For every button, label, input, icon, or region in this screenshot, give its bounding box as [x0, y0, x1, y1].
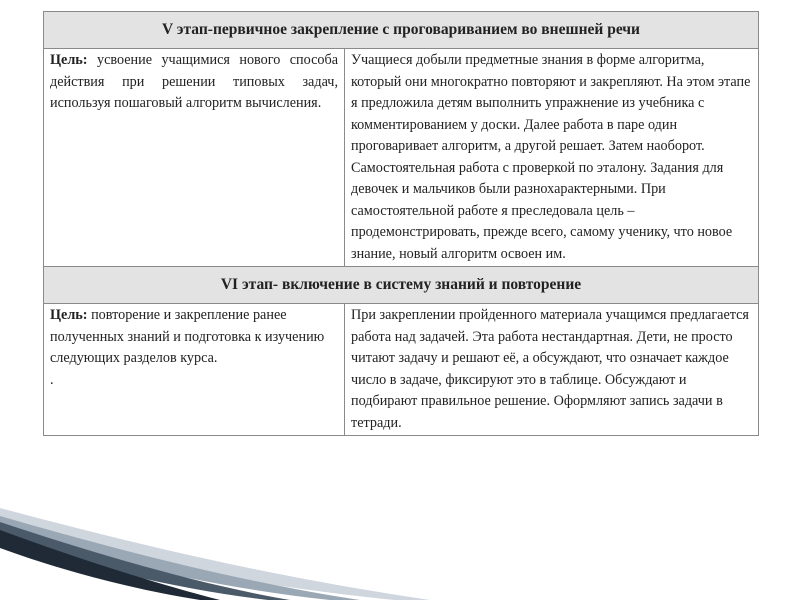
stage6-header: VI этап- включение в систему знаний и повторение	[44, 267, 759, 304]
stage5-description: Учащиеся добыли предметные знания в форме алгоритма, который они многократно повторяют и закрепляют. На этом этапе я предложила детям выполнить упражнение из учебника с комментированием у доски. Далее работа в паре один проговаривает алгоритм, а другой решает. Затем наоборот. Самостоятельная работа с проверкой по эталону. Задания для девочек и мальчиков были разнохарактерными. При самостоятельной работе я преследовала цель – продемонстрировать, прежде всего, самому ученику, что новое знание, новый алгоритм освоен им.	[345, 49, 759, 267]
stage6-header-row	[44, 267, 759, 304]
stage5-header: V этап-первичное закрепление с проговариванием во внешней речи	[44, 12, 759, 49]
stage6-description: При закреплении пройденного материала учащимся предлагается работа над задачей. Эта работа нестандартная. Дети, не просто читают задачу и решают её, а обсуждают, что означает каждое число в задаче, фиксируют это в таблице. Обсуждают и подбирают правильное решение. Оформляют запись задачи в тетради.	[345, 304, 759, 436]
stage5-header-row	[44, 12, 759, 49]
stage5-row	[44, 49, 759, 267]
stage6-row	[44, 304, 759, 436]
stage5-goal-cell	[44, 49, 345, 267]
lesson-stages-table	[43, 11, 759, 436]
stage6-goal-extra: .	[50, 371, 54, 388]
stage6-goal-label: Цель:	[50, 307, 88, 323]
stage6-goal-cell	[44, 304, 345, 436]
stage5-goal-label: Цель:	[50, 52, 88, 68]
stage6-goal-text: повторение и закрепление ранее полученных знаний и подготовка к изучению следующих разделов курса.	[50, 307, 325, 366]
stage5-goal-text: усвоение учащимися нового способа действия при решении типовых задач, используя пошаговый алгоритм вычисления.	[50, 52, 338, 111]
